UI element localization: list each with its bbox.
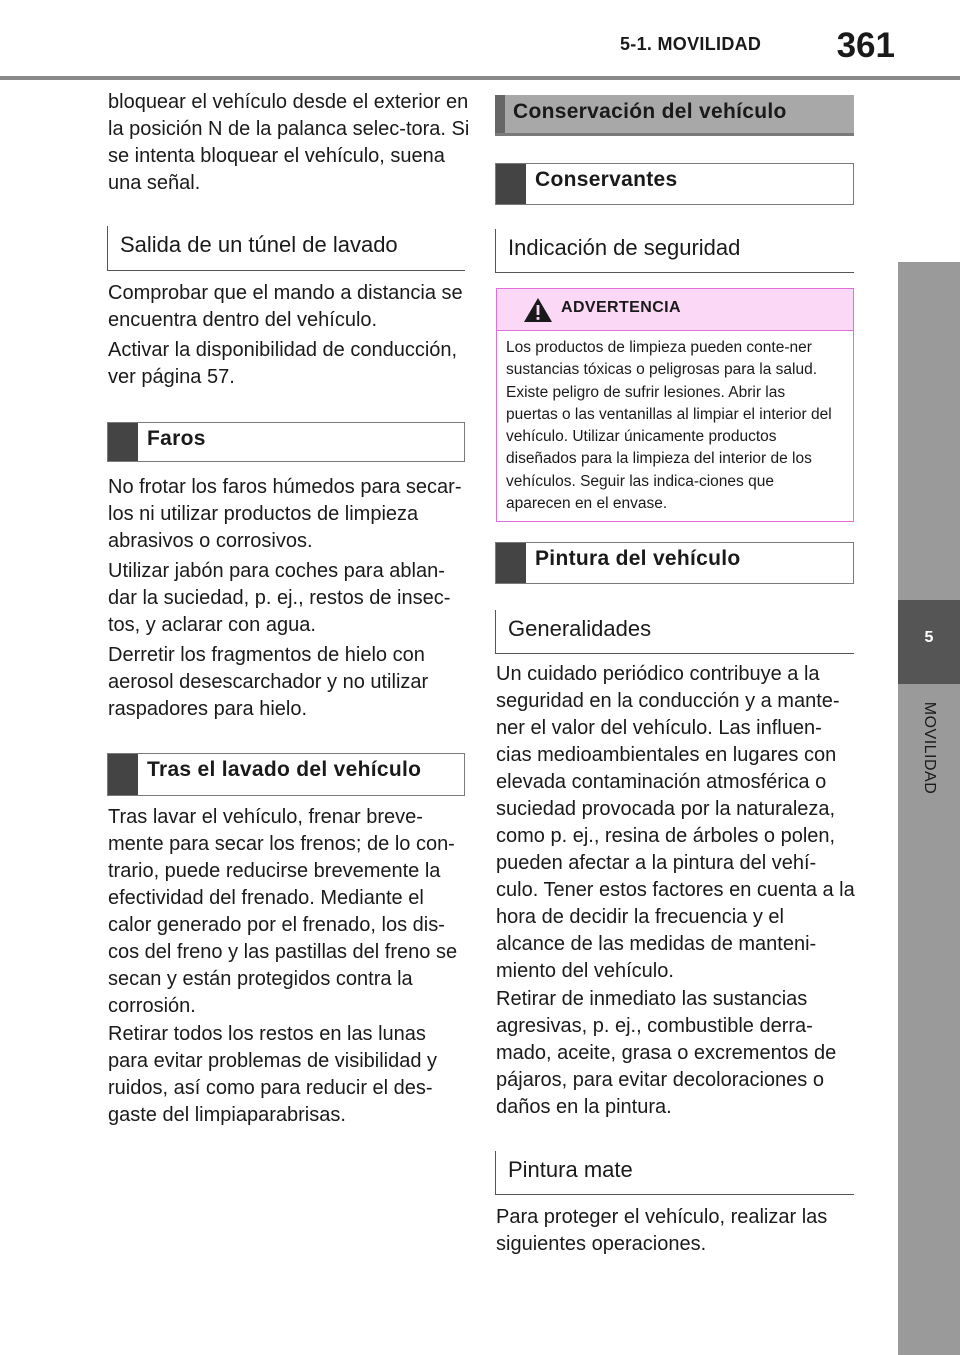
page-number: 361 (836, 26, 895, 65)
warning-header (497, 289, 853, 331)
generalidades-paragraph-1: Un cuidado periódico contribuye a la seguridad en la conducción y a mante-ner el valor del vehículo. Las influen-cias medioambientales en lugares con elevada contaminación atmosférica o suciedad provocada por la naturaleza, como p. ej., resina de árboles o polen, pueden afectar a la pintura del vehí-culo. Tener estos factores en cuenta a la hora de decidir la frecuencia y el alcance de las medidas de manteni-miento del vehículo. (496, 663, 855, 982)
warning-triangle-icon (523, 297, 553, 323)
heading-conservantes-label: Conservantes (535, 168, 678, 191)
heading-pintura-vehiculo-label: Pintura del vehículo (535, 547, 741, 570)
tras-paragraph-2: Retirar todos los restos en las lunas para evitar problemas de visibilidad y ruidos, así como para reducir el des-gaste del limpiaparabrisas. (108, 1023, 438, 1126)
faros-paragraph-3: Derretir los fragmentos de hielo con aerosol desescarchador y no utilizar raspadores para hielo. (108, 644, 429, 720)
heading-salida-tunel: Salida de un túnel de lavado (107, 226, 465, 271)
heading-generalidades: Generalidades (495, 610, 854, 654)
heading-marker (108, 754, 138, 795)
salida-paragraph-1: Comprobar que el mando a distancia se encuentra dentro del vehículo. (108, 282, 463, 331)
heading-faros (107, 422, 465, 462)
heading-conservacion-label: Conservación del vehículo (513, 100, 787, 123)
heading-conservacion (495, 95, 854, 136)
faros-paragraph-2: Utilizar jabón para coches para ablan-dar la suciedad, p. ej., restos de insec-tos, y aclarar con agua. (108, 560, 451, 636)
heading-tras-lavado (107, 753, 465, 796)
heading-pintura-vehiculo (495, 542, 854, 584)
heading-marker (496, 543, 526, 583)
warning-text: Los productos de limpieza pueden conte-ner sustancias tóxicas o peligrosas para la salud. Existe peligro de sufrir lesiones. Abrir las puertas o las ventanillas al limpiar el interior del vehículo. Utilizar únicamente productos diseñados para la limpieza del interior de los vehículos. Seguir las indica-ciones que aparecen en el envase. (506, 339, 832, 513)
heading-tras-lavado-label: Tras el lavado del vehículo (147, 758, 422, 781)
generalidades-paragraph-2: Retirar de inmediato las sustancias agresivas, p. ej., combustible derra-mado, aceite, grasa o excrementos de pájaros, para evitar decoloraciones o daños en la pintura. (496, 988, 837, 1118)
chapter-number: 5 (924, 629, 934, 646)
heading-marker (495, 95, 505, 133)
faros-paragraph-1: No frotar los faros húmedos para secar-los ni utilizar productos de limpieza abrasivos o corrosivos. (108, 476, 462, 552)
heading-marker (496, 164, 526, 204)
intro-paragraph: bloquear el vehículo desde el exterior en la posición N de la palanca selec-tora. Si se intenta bloquear el vehículo, suena una señal. (108, 91, 470, 194)
heading-faros-label: Faros (147, 427, 206, 450)
chapter-side-tab (898, 262, 960, 1355)
heading-conservantes (495, 163, 854, 205)
warning-title: ADVERTENCIA (561, 299, 681, 316)
tras-paragraph-1: Tras lavar el vehículo, frenar breve-mente para secar los frenos; de lo con-trario, puede reducirse brevemente la efectividad del frenado. Mediante el calor generado por el frenado, los dis-cos del freno y las pastillas del freno se secan y están protegidos contra la corrosión. (108, 806, 458, 1017)
salida-paragraph-2: Activar la disponibilidad de conducción, ver página 57. (108, 339, 458, 388)
section-title: 5-1. MOVILIDAD (620, 34, 762, 54)
heading-indicacion-seguridad: Indicación de seguridad (495, 229, 854, 273)
warning-box (496, 288, 854, 522)
chapter-label: MOVILIDAD (921, 701, 938, 795)
heading-marker (108, 423, 138, 461)
heading-pintura-mate: Pintura mate (495, 1151, 854, 1195)
header-rule (0, 76, 960, 80)
pintura-mate-paragraph: Para proteger el vehículo, realizar las siguientes operaciones. (496, 1206, 828, 1255)
